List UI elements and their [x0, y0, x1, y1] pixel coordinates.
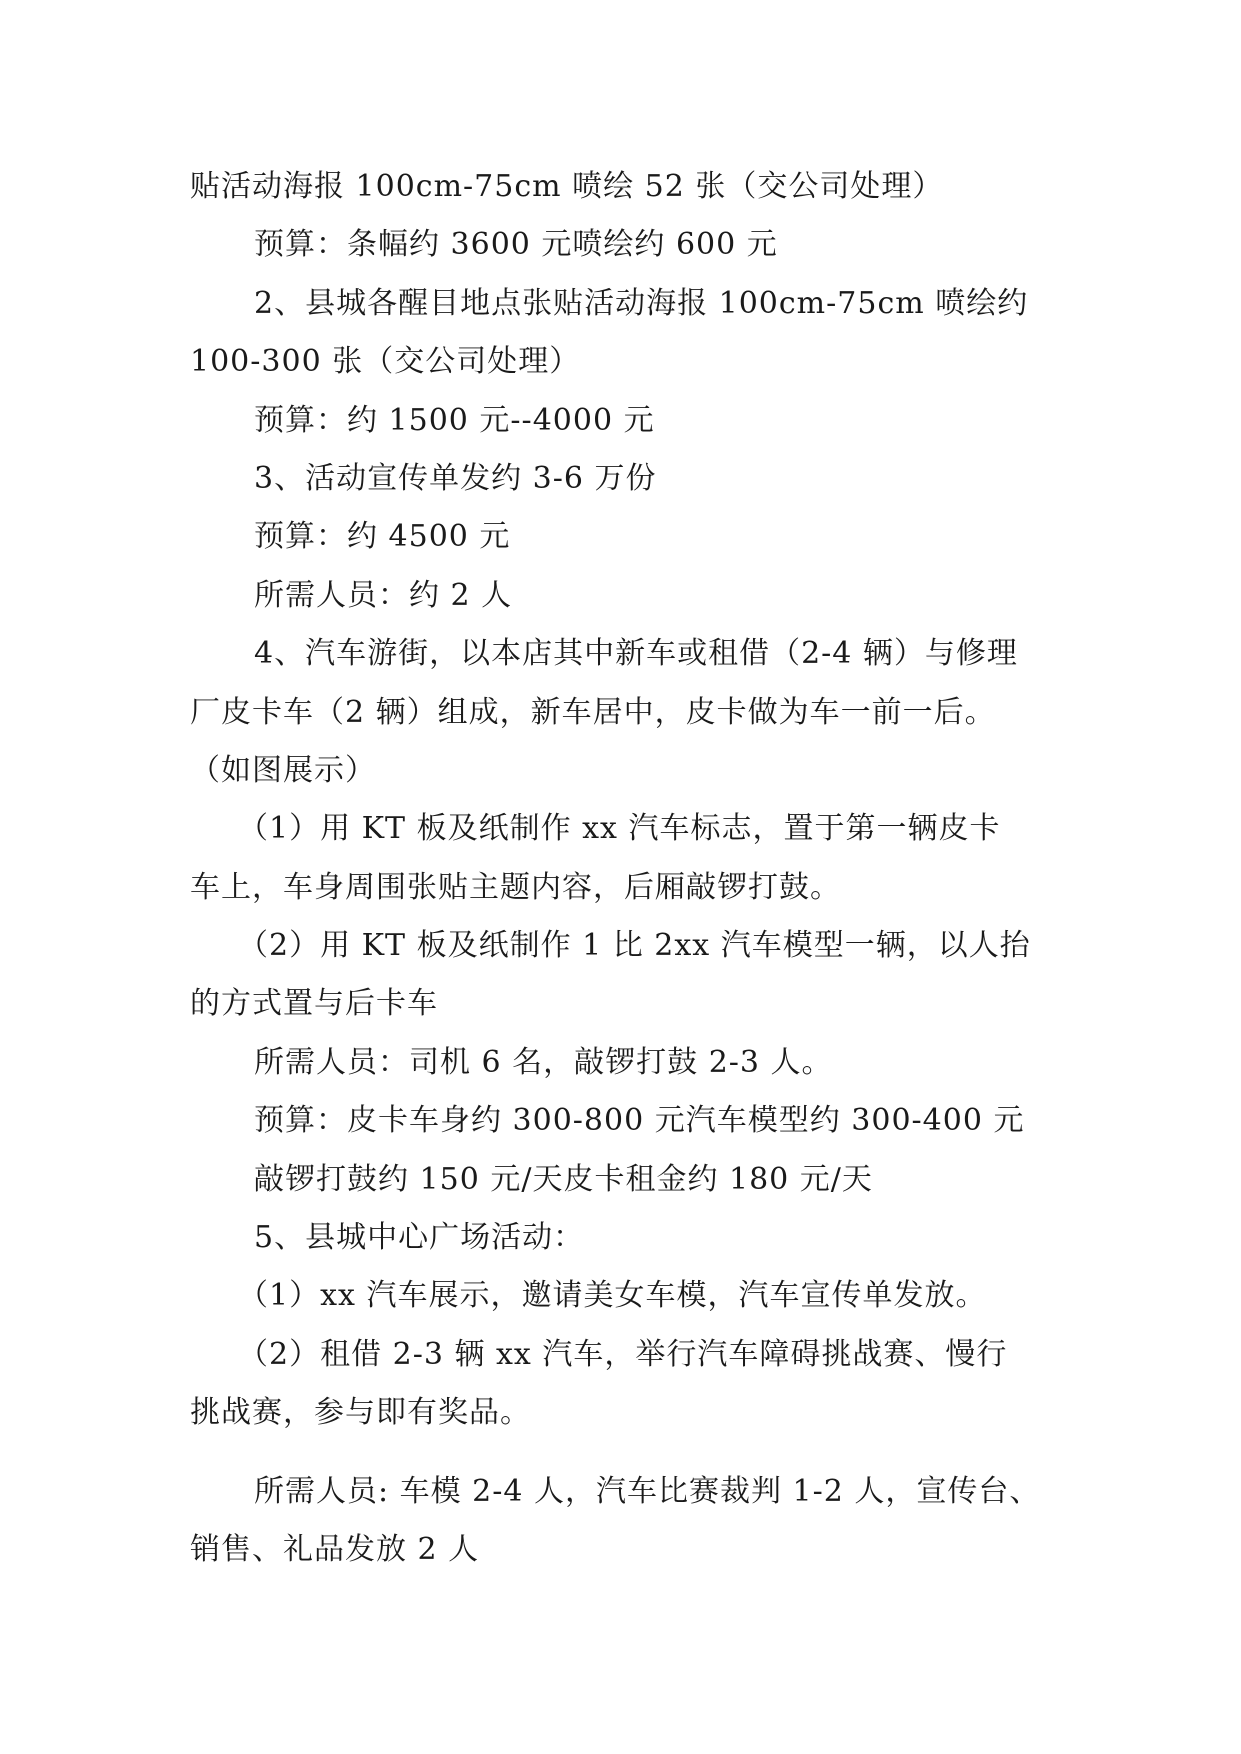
- paragraph-line: （2）用 KT 板及纸制作 1 比 2xx 汽车模型一辆，以人抬: [238, 928, 1031, 964]
- paragraph-line: 预算：条幅约 3600 元喷绘约 600 元: [254, 227, 778, 263]
- paragraph-line: 厂皮卡车（2 辆）组成，新车居中，皮卡做为车一前一后。: [190, 694, 996, 730]
- paragraph-line: 敲锣打鼓约 150 元/天皮卡租金约 180 元/天: [254, 1161, 873, 1197]
- paragraph-line: 贴活动海报 100cm-75cm 喷绘 52 张（交公司处理）: [190, 169, 944, 204]
- paragraph-line: （如图展示）: [190, 752, 376, 788]
- paragraph-line: （2）租借 2-3 辆 xx 汽车，举行汽车障碍挑战赛、慢行: [238, 1336, 1008, 1372]
- paragraph-line: 预算：约 4500 元: [254, 519, 511, 555]
- paragraph-line: 2、县城各醒目地点张贴活动海报 100cm-75cm 喷绘约: [254, 285, 1029, 321]
- paragraph-line: 100-300 张（交公司处理）: [190, 344, 581, 380]
- paragraph-line: （1）用 KT 板及纸制作 xx 汽车标志，置于第一辆皮卡: [238, 811, 1001, 847]
- paragraph-line: （1）xx 汽车展示，邀请美女车模，汽车宣传单发放。: [238, 1278, 987, 1314]
- paragraph-line: 车上，车身周围张贴主题内容，后厢敲锣打鼓。: [190, 869, 841, 905]
- paragraph-spacing: [190, 1443, 1070, 1463]
- paragraph-line: 5、县城中心广场活动：: [254, 1220, 585, 1256]
- paragraph-line: 的方式置与后卡车: [190, 986, 438, 1022]
- paragraph-line: 预算：皮卡车身约 300-800 元汽车模型约 300-400 元: [254, 1103, 1025, 1139]
- paragraph-line: 所需人员：司机 6 名，敲锣打鼓 2-3 人。: [254, 1044, 833, 1080]
- paragraph-line: 3、活动宣传单发约 3-6 万份: [254, 460, 657, 496]
- document-body: [190, 158, 1070, 1579]
- paragraph-line: 挑战赛，参与即有奖品。: [190, 1395, 531, 1431]
- paragraph-line: 所需人员: 车模 2-4 人，汽车比赛裁判 1-2 人，宣传台、: [254, 1473, 1041, 1509]
- paragraph-line: 预算：约 1500 元--4000 元: [254, 402, 655, 438]
- paragraph-line: 销售、礼品发放 2 人: [190, 1531, 480, 1567]
- paragraph-line: 所需人员：约 2 人: [254, 577, 513, 613]
- paragraph-line: 4、汽车游街，以本店其中新车或租借（2-4 辆）与修理: [254, 636, 1018, 672]
